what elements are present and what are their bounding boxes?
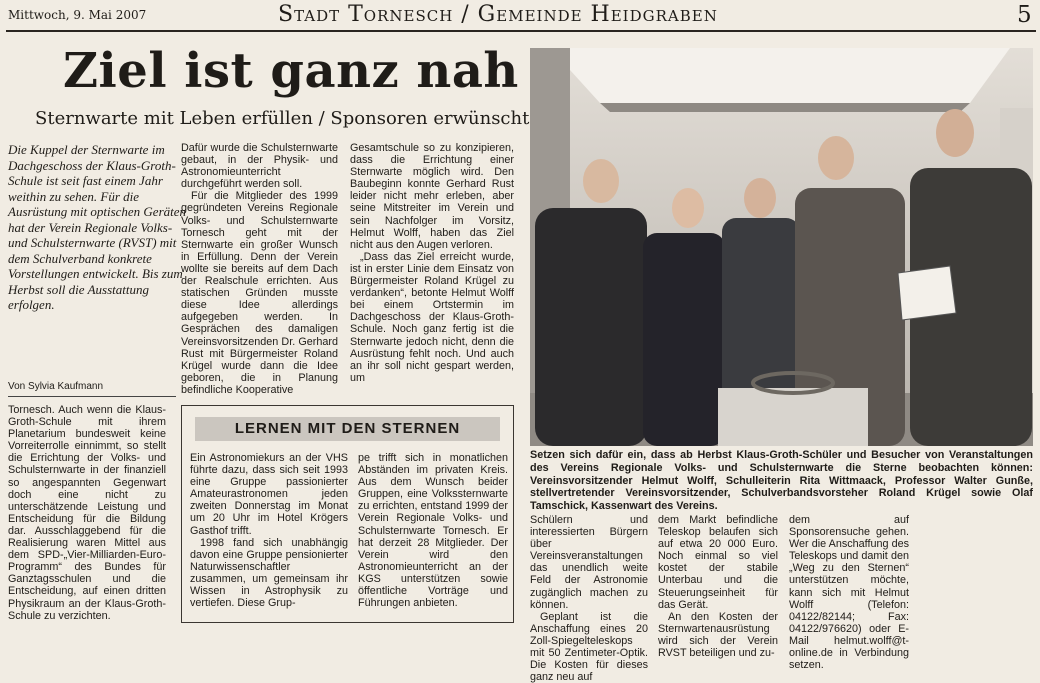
article-subheadline: Sternwarte mit Leben erfüllen / Sponsoren erwünscht [35,108,530,129]
article-column-5 [658,514,778,660]
sidebar-column-2 [358,452,508,620]
article-paragraph: dem Markt befindliche Teleskop belaufen sich auf etwa 20 000 Euro. Noch einmal so viel kostet der stabile Unterbau und die Steuerungseinheit für das Gerät. [658,514,778,611]
group-photo [530,48,1033,446]
sidebar-paragraph: pe trifft sich in monatlichen Abständen im privaten Kreis. Aus dem Wunsch beider Gruppen, eine Volkssternwarte zu errichten, entstand 1999 der Verein Regionale Volks- und Schulsternwarte Tornesch. Er hat derzeit 28 Mitglieder. Der Verein wird den Astronomieunterricht an der KGS unterstützen sowie öffentliche Vorträge und Führungen anbieten. [358,452,508,610]
article-paragraph: Geplant ist die Anschaffung eines 20 Zoll-Spiegelteleskops mit 50 Zentimeter-Optik. Die Kosten für dieses ganz neu auf [530,610,648,683]
article-paragraph: dem auf Sponsorensuche gehen. Wer die Anschaffung des Teleskops und damit den „Weg zu den Sternen“ unterstützen möchte, kann sich mit Helmut Wolff (Telefon: 04122/82144; Fax: 04122/976620) oder E-Mail helmut.wolff@t-online.de in Verbindung setzen. [789,514,909,672]
byline-rule [8,396,176,397]
article-paragraph: Gesamtschule so zu konzipieren, dass die Errichtung einer Sternwarte möglich wird. Den Baubeginn konnte Gerhard Rust leider nicht mehr erleben, aber seine Mitstreiter im Verein und sein Nachfolger im Vorsitz, Helmut Wolff, haben das Ziel nicht aus den Augen verloren. [350,142,514,251]
group-photo-image [530,48,1033,446]
article-teaser: Die Kuppel der Sternwarte im Dachgeschoss der Klaus-Groth-Schule ist seit fast einem Jahr weithin zu sehen. Für die Ausrüstung mit optischen Geräten hat der Verein Regionale Volks- und Schulsternwarte (RVST) mit dem Schulverband konkrete Vorstellungen entwickelt. Bis zum Herbst soll die Ausstattung erfolgen. [8,142,187,312]
sidebar-paragraph: 1998 fand sich unabhängig davon eine Gruppe pensionierter Naturwissenschaftler zusammen, um gemeinsam ihr Wissen in Astrophysik zu vertiefen. Diese Grup- [190,536,348,610]
page-number: 5 [1017,2,1032,28]
article-column-6 [789,514,909,672]
article-headline: Ziel ist ganz nah [63,43,519,99]
article-paragraph: Schülern und interessierten Bürgern über Vereinsveranstaltungen das unendlich weite Feld der Astronomie zugänglich machen zu können. [530,514,648,611]
photo-caption: Setzen sich dafür ein, dass ab Herbst Klaus-Groth-Schüler und Besucher von Veranstaltungen des Vereins Regionale Volks- und Schulsternwarte die Sterne beobachten können: Vereinsvorsitzender Helmut Wolff, Schulleiterin Rita Wittmaack, Professor Walter Gunße, stellvertretender Vereinsvorsitzender, Schulverbandsvorsteher Roland Krügel sowie Olaf Tamschick, Kassenwart des Vereins. [530,449,1033,513]
issue-date: Mittwoch, 9. Mai 2007 [8,8,147,22]
article-column-1 [8,404,166,620]
header-rule [6,30,1036,32]
sidebar-column-1 [190,452,348,620]
sidebar-paragraph: Ein Astronomiekurs an der VHS führte dazu, dass sich seit 1993 eine Gruppe passionierter Amateurastronomen jeden zweiten Donnerstag im Monat um 20 Uhr im Hotel Krögers Gasthof trifft. [190,452,348,537]
article-paragraph: Tornesch. Auch wenn die Klaus-Groth-Schule mit ihrem Planetarium bundesweit keine Vorreiterrolle einnimmt, so stellt die Errichtung der Volks- und Schulsternwarte in der finanziell so angespannten Gegenwart doch eine nicht zu unterschätzende Leistung und Entscheidung für die Bildung dar. Ausschlaggebend für die Realisierung waren Mittel aus dem SPD-„Vier-Milliarden-Euro-Programm“ des Bundes für Ganztagsschulen und die Entscheidung, auf einen dritten Physikraum an der Klaus-Groth-Schule zu verzichten. [8,404,166,622]
article-column-2 [181,142,338,396]
article-paragraph: Für die Mitglieder des 1999 gegründeten Vereins Regionale Volks- und Schulsternwarte Tornesch geht mit der Sternwarte ein großer Wunsch in Erfüllung. Denn der Verein wollte sie bereits auf dem Dach der Realschule errichten. Aus statischen Gründen musste diese Idee allerdings aufgegeben werden. In Gesprächen des damaligen Vereinsvorsitzenden Dr. Gerhard Rust mit Bürgermeister Roland Krügel wurde dann die Idee geboren, die in Planung befindliche Kooperative [181,190,338,396]
article-column-3 [350,142,514,392]
byline: Von Sylvia Kaufmann [8,381,104,392]
article-paragraph: An den Kosten der Sternwartenausrüstung wird sich der Verein RVST beteiligen und zu- [658,610,778,660]
section-title: Stadt Tornesch / Gemeinde Heidgraben [278,2,718,27]
article-column-4 [530,514,648,683]
article-paragraph: „Dass das Ziel erreicht wurde, ist in erster Linie dem Einsatz von Bürgermeister Roland Krügel zu verdanken“, betonte Helmut Wolff bei einem Ortstermin im Dachgeschoss der Klaus-Groth-Schule. Noch ganz fertig ist die Sternwarte jedoch nicht, denn die Ausrüstung fehlt noch. Und auch an ihr soll nicht gespart werden, um [350,250,514,384]
article-paragraph: Dafür wurde die Schulsternwarte gebaut, in der Physik- und Astronomieunterricht durchgeführt werden soll. [181,142,338,191]
sidebar-title: LERNEN MIT DEN STERNEN [195,417,500,441]
